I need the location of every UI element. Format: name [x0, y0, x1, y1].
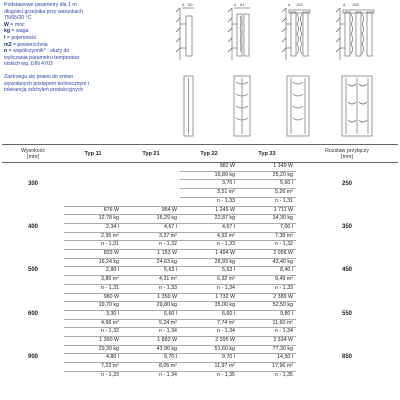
- table-cell: 5,24 m²: [122, 319, 180, 328]
- table-cell: 6,60 l: [122, 310, 180, 319]
- table-cell: 7,38 m²: [238, 232, 296, 241]
- legend-key: l: [4, 34, 6, 41]
- table-cell: [122, 189, 180, 198]
- table-cell: 19,70 kg: [64, 302, 122, 311]
- table-cell: 3,30 l: [64, 310, 122, 319]
- legend-text: = powierzchnia: [11, 41, 48, 48]
- legend-key: m2: [4, 41, 12, 48]
- table-cell: 5,63 l: [180, 267, 238, 276]
- table-cell: 6,60 l: [180, 310, 238, 319]
- table-cell: 14,50 l: [238, 354, 296, 363]
- table-row: [2, 337, 398, 346]
- table-cell: 25,20 kg: [238, 171, 296, 180]
- table-row: [2, 163, 398, 172]
- table-cell: 4,92 m²: [180, 232, 238, 241]
- intro-line: Podstawowe parametry dla 1 m: [4, 2, 77, 8]
- table-cell: n - 1,33: [180, 197, 238, 206]
- table-cell: 980 W: [64, 293, 122, 302]
- table-cell: 1 732 W: [180, 293, 238, 302]
- legend-key: W: [4, 21, 9, 28]
- table-cell: 1 494 W: [180, 250, 238, 259]
- table-cell: n - 1,33: [122, 284, 180, 293]
- table-cell: 3,70 l: [180, 180, 238, 189]
- table-cell: 52,50 kg: [238, 302, 296, 311]
- table-cell: 5,60 l: [238, 180, 296, 189]
- table-cell: 7,00 l: [238, 223, 296, 232]
- spacing-cell: 450: [341, 267, 352, 274]
- column-header-type22: Typ 22: [180, 145, 238, 163]
- type33-top-view-icon: [342, 76, 372, 136]
- type21-top-view-icon: [234, 76, 250, 136]
- intro-line: długości grzejnika przy warunkach: [4, 8, 84, 15]
- table-cell: 9,70 l: [180, 354, 238, 363]
- table-cell: n - 1,33: [180, 241, 238, 250]
- table-cell: 2,34 l: [64, 223, 122, 232]
- column-header-type21: Typ 21: [122, 145, 180, 163]
- table-cell: 1 349 W: [238, 163, 296, 172]
- table-cell: [64, 163, 122, 172]
- table-cell: 5,63 l: [122, 267, 180, 276]
- table-cell: [64, 189, 122, 198]
- table-cell: 2 056 W: [238, 250, 296, 259]
- disclaimer-line: Zastrzega się prawo do zmian: [4, 73, 74, 80]
- table-row: [2, 293, 398, 302]
- radiator-spec-table: [2, 144, 398, 380]
- spacing-cell: 850: [341, 354, 352, 361]
- table-cell: 833 W: [64, 250, 122, 259]
- table-cell: 9,70 l: [122, 354, 180, 363]
- table-cell: n - 1,34: [180, 284, 238, 293]
- table-cell: n - 1,32: [238, 241, 296, 250]
- table-cell: [64, 171, 122, 180]
- table-cell: 11,60 m²: [238, 319, 296, 328]
- table-cell: 4,66 m²: [64, 319, 122, 328]
- table-cell: 22,87 kg: [180, 215, 238, 224]
- table-cell: 3 334 W: [238, 337, 296, 346]
- table-cell: 1 883 W: [122, 337, 180, 346]
- table-cell: 16,24 kg: [64, 258, 122, 267]
- table-cell: 24,63 kg: [122, 258, 180, 267]
- radiator-cross-section-drawings: [160, 2, 396, 140]
- legend-cont-line: wyliczania parametru temperatur: [4, 54, 80, 61]
- table-cell: 77,30 kg: [238, 345, 296, 354]
- table-cell: 9,49 m²: [238, 276, 296, 285]
- table-cell: 16,80 kg: [180, 171, 238, 180]
- intro-line: 75/65/20 °C: [4, 15, 32, 22]
- table-cell: 1 350 W: [122, 293, 180, 302]
- table-cell: 2,95 m²: [64, 232, 122, 241]
- table-cell: 7,22 m²: [64, 363, 122, 372]
- table-cell: 29,80 kg: [122, 302, 180, 311]
- header-text: Wysokość: [20, 147, 46, 154]
- legend-text: = moc: [8, 21, 25, 28]
- height-cell: 500: [27, 267, 38, 274]
- table-cell: 8,05 m²: [122, 363, 180, 372]
- table-cell: 4,31 m²: [122, 276, 180, 285]
- type22-section-icon: [282, 8, 310, 60]
- dim-label: 61: [240, 2, 245, 7]
- dim-label: d: [343, 2, 346, 7]
- column-header-type33: Typ 33: [238, 145, 296, 163]
- table-cell: n - 1,31: [64, 241, 122, 250]
- header-unit: [mm]: [341, 153, 353, 160]
- table-cell: n - 1,31: [64, 284, 122, 293]
- column-header-type11: Typ 11: [64, 145, 122, 163]
- height-cell: 600: [27, 310, 38, 317]
- header-text: Rozstaw przyłączy: [325, 147, 369, 154]
- height-cell: 400: [27, 223, 38, 230]
- table-cell: 1 711 W: [238, 206, 296, 215]
- table-cell: n - 1,32: [64, 328, 122, 337]
- dim-label: 102: [296, 2, 303, 7]
- table-body: [2, 163, 398, 380]
- table-cell: 28,93 kg: [180, 258, 238, 267]
- table-cell: 4,67 l: [180, 223, 238, 232]
- dim-label: 50: [188, 2, 193, 7]
- table-cell: 5,26 m²: [238, 189, 296, 198]
- table-cell: 3,80 m²: [64, 276, 122, 285]
- table-cell: 16,29 kg: [122, 215, 180, 224]
- type11-section-icon: [176, 8, 194, 60]
- table-cell: 1 360 W: [64, 337, 122, 346]
- table-cell: n - 1,31: [238, 197, 296, 206]
- table-cell: 2 389 W: [238, 293, 296, 302]
- legend-key: n: [4, 48, 8, 55]
- table-cell: 12,78 kg: [64, 215, 122, 224]
- height-cell: 900: [27, 354, 38, 361]
- header-unit: [mm]: [27, 153, 39, 160]
- table-cell: n - 1,35: [180, 371, 238, 379]
- legend-key: kg: [4, 28, 11, 35]
- table-cell: 4,67 l: [122, 223, 180, 232]
- table-cell: [64, 197, 122, 206]
- table-cell: n - 1,34: [122, 371, 180, 379]
- table-cell: 7,74 m²: [180, 319, 238, 328]
- legend-cont-line: niskich wg. DIN 4703: [4, 61, 53, 68]
- disclaimer-line: tolerancją odchyleń produkcyjnych: [4, 87, 84, 94]
- table-cell: [122, 197, 180, 206]
- table-cell: 9,80 l: [238, 310, 296, 319]
- table-cell: [122, 171, 180, 180]
- legend-text: = waga: [10, 28, 29, 35]
- table-cell: 35,00 kg: [180, 302, 238, 311]
- height-cell: 300: [27, 180, 38, 187]
- table-cell: n - 1,32: [122, 241, 180, 250]
- dim-label: 155: [352, 2, 359, 7]
- table-cell: 34,30 kg: [238, 215, 296, 224]
- table-cell: n - 1,34: [122, 328, 180, 337]
- spacing-cell: 350: [341, 223, 352, 230]
- table-cell: 6,32 m²: [180, 276, 238, 285]
- legend-text: = pojemność: [5, 34, 37, 41]
- height-column-header: [2, 145, 64, 163]
- table-cell: n - 1,34: [180, 328, 238, 337]
- table-cell: 982 W: [180, 163, 238, 172]
- spacing-cell: 550: [341, 310, 352, 317]
- spacing-column-header: [296, 145, 398, 163]
- table-cell: 11,97 m²: [180, 363, 238, 372]
- dim-label: d: [182, 2, 185, 7]
- table-cell: 17,96 m²: [238, 363, 296, 372]
- disclaimer-line: wywołanych postępem technicznym i: [4, 80, 90, 87]
- table-header-row: [2, 145, 398, 163]
- table-cell: 3,37 m²: [122, 232, 180, 241]
- table-cell: 43,90 kg: [122, 345, 180, 354]
- table-cell: 43,40 kg: [238, 258, 296, 267]
- table-cell: n - 1,33: [64, 371, 122, 379]
- table-cell: [122, 163, 180, 172]
- table-cell: 954 W: [122, 206, 180, 215]
- table-cell: 51,60 kg: [180, 345, 238, 354]
- type33-section-icon: [336, 8, 374, 60]
- type21-section-icon: [228, 8, 250, 60]
- legend-text: = współczynnik* - służy do: [7, 48, 70, 55]
- table-cell: 676 W: [64, 206, 122, 215]
- table-cell: 2 395 W: [180, 337, 238, 346]
- table-cell: 4,80 l: [64, 354, 122, 363]
- dim-label: d: [234, 2, 237, 7]
- table-cell: 29,30 kg: [64, 345, 122, 354]
- spacing-cell: 250: [341, 180, 352, 187]
- table-cell: [122, 180, 180, 189]
- table-cell: n - 1,33: [238, 284, 296, 293]
- table-cell: 1 153 W: [122, 250, 180, 259]
- table-cell: n - 1,35: [238, 371, 296, 379]
- type22-top-view-icon: [287, 76, 309, 136]
- table-cell: 3,51 m²: [180, 189, 238, 198]
- table-cell: n - 1,34: [238, 328, 296, 337]
- table-row: [2, 250, 398, 259]
- table-row: [2, 206, 398, 215]
- table-cell: 1 245 W: [180, 206, 238, 215]
- table-cell: [64, 180, 122, 189]
- type11-top-view-icon: [184, 76, 193, 136]
- dim-label: d: [288, 2, 291, 7]
- table-cell: 2,80 l: [64, 267, 122, 276]
- table-cell: 8,40 l: [238, 267, 296, 276]
